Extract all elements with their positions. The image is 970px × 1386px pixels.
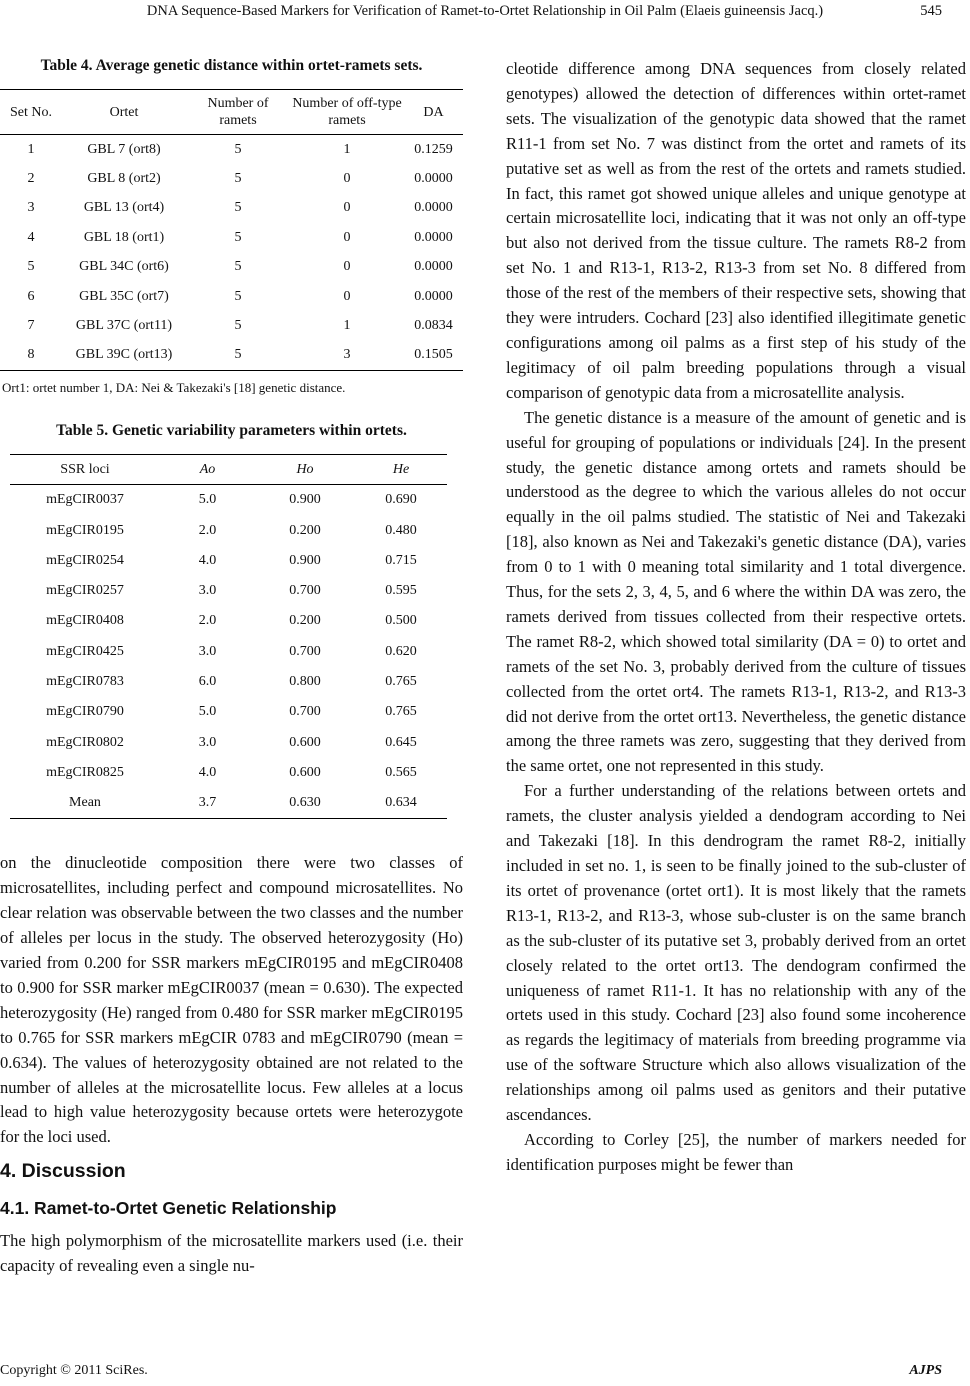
right-paragraph-3: For a further understanding of the relations between ortets and ramets, the cluster analysis yielded a dendogram according to Nei and Takezaki [18]. In this dendrogram the ramet R8-2, initially included in set no. 1, is seen to be finally joined to the sub-cluster of its ortet of provenance (ortet ort1). It is most likely that the ramets R13-1, R13-2, and R13-3, whose sub-cluster is on the same branch as the sub-cluster of its putative set 3, probably derived from an ortet closely related to the ortet ort13. The dendogram confirmed the uniqueness of ramet R11-1. It has no relationship with any of the ortets used in this study. Cochard [23] also found some incoherence as regards the legitimacy of materials from breeding programme via use of the software Structure which also allows visualization of the relationships among oil palms used as genitors and their putative ascendances. [506, 781, 966, 1125]
table4-cell: 0 [343, 200, 351, 216]
table4-row [0, 135, 463, 165]
table4-header-ramets: Number of ramets [186, 90, 290, 135]
table5-cell: 0.700 [289, 583, 321, 599]
table5-cell: mEgCIR0783 [46, 674, 124, 690]
table5-cell: 6.0 [198, 674, 217, 690]
table4-cell: GBL 13 (ort4) [83, 200, 165, 216]
table4-cell: 0.0000 [414, 288, 453, 304]
table4-cell: 6 [27, 288, 35, 304]
table5-cell: 0.900 [289, 552, 321, 568]
table4-header-offtype: Number of off-type ramets [290, 90, 404, 135]
table4-cell: 4 [27, 229, 35, 245]
table5-header-ao: Ao [160, 455, 255, 485]
table4-row [0, 223, 463, 252]
journal-name: AJPS [909, 1363, 942, 1378]
table4-header-ortet: Ortet [62, 90, 186, 135]
left-paragraph-2: The high polymorphism of the microsatellite markers used (i.e. their capacity of revealing even a single nu- [0, 1231, 463, 1276]
table5-cell: 3.0 [198, 583, 217, 599]
table5-cell: 0.595 [385, 583, 417, 599]
table5-cell: 0.645 [385, 734, 417, 750]
right-column [506, 57, 966, 1178]
table4-cell: 1 [27, 141, 35, 157]
table5-row [10, 637, 447, 667]
left-column [0, 40, 463, 1279]
table4-cell: 1 [343, 141, 351, 157]
table5-cell: 0.620 [385, 643, 417, 659]
table4-cell: 0.0000 [414, 259, 453, 275]
table5-cell: 0.715 [385, 552, 417, 568]
table4-cell: 0 [343, 171, 351, 187]
table4-cell: 1 [343, 318, 351, 334]
table4-cell: 5 [234, 288, 242, 304]
table4-cell: 5 [234, 259, 242, 275]
table4-cell: GBL 18 (ort1) [83, 229, 165, 245]
table5-cell: 0.500 [385, 613, 417, 629]
table5-cell: mEgCIR0825 [46, 764, 124, 780]
table4-row [0, 194, 463, 223]
table4-cell: GBL 8 (ort2) [87, 171, 161, 187]
running-title: DNA Sequence-Based Markers for Verification of Ramet-to-Ortet Relationship in Oil Palm (Elaeis guineensis Jacq.) [146, 3, 824, 19]
table4-cell: GBL 39C (ort13) [62, 341, 186, 371]
table5-row [10, 788, 447, 819]
copyright: Copyright © 2011 SciRes. [0, 1363, 148, 1378]
table4-cell: 0 [343, 229, 351, 245]
table4-cell: 5 [234, 318, 242, 334]
table4-cell: 0.0834 [414, 318, 453, 334]
table4-header-row [0, 90, 463, 135]
table5-row [10, 515, 447, 545]
table4-cell: GBL 35C (ort7) [79, 288, 169, 304]
table5-cell: 2.0 [198, 613, 217, 629]
right-paragraph-4: According to Corley [25], the number of markers needed for identification purposes might be fewer than [506, 1129, 966, 1174]
running-header [0, 3, 970, 20]
table5-header-row [10, 455, 447, 485]
table5-cell: 0.600 [289, 764, 321, 780]
table5-cell: 0.600 [289, 734, 321, 750]
table5-row [10, 485, 447, 516]
table4-cell: GBL 7 (ort8) [87, 141, 161, 157]
table4-cell: 5 [186, 341, 290, 371]
table4-row [0, 282, 463, 311]
table5-cell: 0.634 [355, 788, 447, 819]
table5-cell: mEgCIR0790 [46, 704, 124, 720]
table5-cell: 0.630 [255, 788, 355, 819]
table4-cell: 0.0000 [414, 200, 453, 216]
table5-cell: Mean [10, 788, 160, 819]
table4-cell: 5 [27, 259, 35, 275]
table5-row [10, 546, 447, 576]
page-number: 545 [920, 3, 942, 19]
table4-cell: 5 [234, 229, 242, 245]
table4-cell: GBL 34C (ort6) [79, 259, 169, 275]
table5-cell: 5.0 [198, 704, 217, 720]
table5-cell: 0.700 [289, 643, 321, 659]
table5-row [10, 667, 447, 697]
table4 [0, 89, 463, 371]
table5 [10, 454, 447, 819]
table4-row [0, 253, 463, 282]
table4-cell: 3 [290, 341, 404, 371]
table5-cell: 4.0 [198, 764, 217, 780]
section-heading-discussion: 4. Discussion [0, 1160, 126, 1183]
table5-cell: 0.690 [385, 492, 417, 508]
table5-row [10, 576, 447, 606]
table4-cell: GBL 37C (ort11) [75, 318, 173, 334]
table5-cell: 0.765 [385, 674, 417, 690]
table4-row [0, 341, 463, 371]
table5-header-ho: Ho [255, 455, 355, 485]
table4-note: Ort1: ortet number 1, DA: Nei & Takezaki's [18] genetic distance. [2, 380, 346, 396]
table4-row [0, 164, 463, 193]
table4-row [0, 311, 463, 340]
table5-cell: mEgCIR0254 [46, 552, 124, 568]
table5-cell: mEgCIR0425 [46, 643, 124, 659]
table5-cell: mEgCIR0037 [46, 492, 124, 508]
table4-cell: 5 [234, 171, 242, 187]
table4-cell: 2 [27, 171, 35, 187]
table5-cell: 0.900 [289, 492, 321, 508]
table5-cell: mEgCIR0257 [46, 583, 124, 599]
table5-cell: 0.200 [289, 613, 321, 629]
table5-cell: mEgCIR0195 [46, 522, 124, 538]
table4-header-da: DA [404, 90, 463, 135]
table5-cell: 3.0 [198, 643, 217, 659]
table5-cell: mEgCIR0802 [46, 734, 124, 750]
right-paragraph-1: cleotide difference among DNA sequences from closely related genotypes) allowed the detection of differences within ortet-ramet sets. The visualization of the genotypic data showed that the ramet R11-1 from set No. 7 was distinct from the ortet and ramets of its putative set as well as from the rest of the ortets and ramets studied. In fact, this ramet got showed unique alleles and unique genotype at certain microsatellite loci, indicating that it was not only an off-type but also not derived from the tissue culture. The ramets R8-2 from set No. 1 and R13-1, R13-2, R13-3 from set No. 8 differed from those of the rest of the members of their respective sets, showing that they were intruders. Cochard [23] also identified illegitimate genetic configurations among oil palms as a first step of his study of the legitimacy of oil palm breeding populations through a visual comparison of genotypic data from a microsatellite analysis. [506, 59, 966, 402]
table5-cell: 3.7 [160, 788, 255, 819]
table5-cell: 4.0 [198, 552, 217, 568]
table4-cell: 8 [0, 341, 62, 371]
table5-cell: 2.0 [198, 522, 217, 538]
table5-cell: 5.0 [198, 492, 217, 508]
table5-cell: 0.565 [385, 764, 417, 780]
table4-cell: 0 [343, 288, 351, 304]
table5-cell: 0.700 [289, 704, 321, 720]
table4-caption: Table 4. Average genetic distance within ortet-ramets sets. [40, 57, 423, 74]
table4-header-set: Set No. [0, 90, 62, 135]
table5-cell: 0.765 [385, 704, 417, 720]
table5-row [10, 758, 447, 788]
table5-caption: Table 5. Genetic variability parameters within ortets. [56, 422, 407, 440]
table5-cell: 0.800 [289, 674, 321, 690]
table4-cell: 0 [343, 259, 351, 275]
table5-row [10, 697, 447, 727]
table4-cell: 0.0000 [414, 229, 453, 245]
table5-row [10, 606, 447, 636]
table4-cell: 0.1505 [404, 341, 463, 371]
table5-cell: 0.200 [289, 522, 321, 538]
table5-cell: 0.480 [385, 522, 417, 538]
table4-cell: 0.0000 [414, 171, 453, 187]
table5-cell: 3.0 [198, 734, 217, 750]
subsection-heading-ramet-ortet: 4.1. Ramet-to-Ortet Genetic Relationship [0, 1198, 337, 1219]
table5-header-loci: SSR loci [10, 455, 160, 485]
table4-cell: 5 [234, 141, 242, 157]
left-paragraph-1: on the dinucleotide composition there were two classes of microsatellites, including perfect and compound microsatellites. No clear relation was observable between the two classes and the number of alleles per locus in the study. The observed heterozygosity (Ho) varied from 0.200 for SSR markers mEgCIR0195 and mEgCIR0408 to 0.900 for SSR marker mEgCIR0037 (mean = 0.630). The expected heterozygosity (He) ranged from 0.480 for SSR marker mEgCIR0195 to 0.765 for SSR markers mEgCIR 0783 and mEgCIR0790 (mean = 0.634). The values of heterozygosity obtained are not related to the number of alleles at the microsatellite locus. Few alleles at a locus lead to high value heterozygosity because ortets were heterozygote for the loci used. [0, 853, 463, 1147]
table4-cell: 0.1259 [414, 141, 453, 157]
table5-cell: mEgCIR0408 [46, 613, 124, 629]
right-paragraph-2: The genetic distance is a measure of the amount of genetic and is useful for grouping of populations or individuals [24]. In the present study, the genetic distance among ortets and ramets should be understood as the degree to which the various alleles do not occur equally in the oil palms studied. The statistic of Nei and Takezaki [18], also known as Nei and Takezaki's genetic distance (DA), varies from 0 to 1 with 0 meaning total similarity and 1 total divergence. Thus, for the sets 2, 3, 4, 5, and 6 where the within DA was zero, the ramets derived from tissues collected from their respective ortets. The ramet R8-2, which showed total similarity (DA = 0) to ortet and ramets of the set No. 3, probably derived from the culture of tissues collected from the ortet ort4. The ramets R13-1, R13-2, and R13-3 did not derive from the ortet ort13. Nevertheless, the genetic distance among the three ramets was zero, suggesting that they derived from the same ortet, one not represented in this study. [506, 407, 966, 776]
table4-cell: 5 [234, 200, 242, 216]
table4-cell: 7 [27, 318, 35, 334]
table5-header-he: He [355, 455, 447, 485]
table5-row [10, 728, 447, 758]
table4-cell: 3 [27, 200, 35, 216]
